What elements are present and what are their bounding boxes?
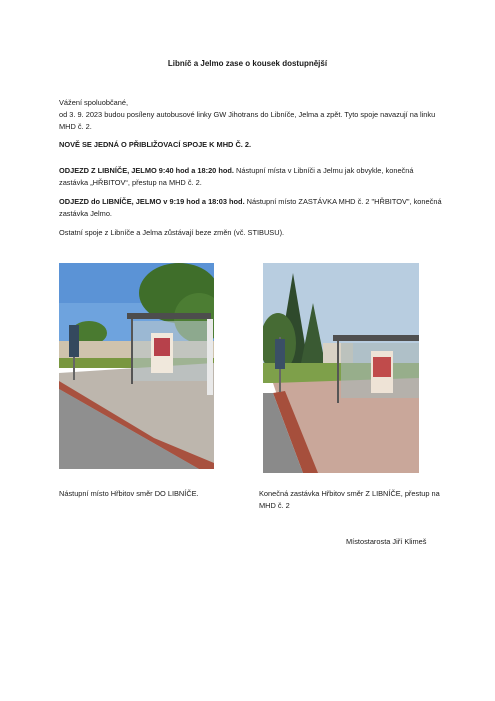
departure-to-time: ODJEZD do LIBNÍČE, JELMO v 9:19 hod a 18:03 hod. <box>59 197 245 206</box>
intro-text: od 3. 9. 2023 budou posíleny autobusové linky GW Jihotrans do Libníče, Jelma a zpět. Tyto spoje navazují na linku MHD č. 2. <box>59 110 436 131</box>
departure-from-time: ODJEZD Z LIBNÍČE, JELMO 9:40 hod a 18:20 hod. <box>59 166 234 175</box>
greeting: Vážení spoluobčané, <box>59 98 129 107</box>
departure-from-paragraph <box>59 165 444 189</box>
headline: NOVĚ SE JEDNÁ O PŘIBLIŽOVACÍ SPOJE K MHD Č. 2. <box>59 140 252 149</box>
departure-to-text: Nástupní místo ZASTÁVKA MHD č. 2 "HŘBITOV", konečná zastávka Jelmo. <box>59 197 442 218</box>
signature: Místostarosta Jiří Klimeš <box>346 537 427 546</box>
bus-stop-photo-2 <box>263 263 419 473</box>
intro-paragraph <box>59 97 444 133</box>
document-title: Libníč a Jelmo zase o kousek dostupnější <box>167 59 328 68</box>
photo-2-caption: Konečná zastávka Hřbitov směr Z LIBNÍČE, přestup na MHD č. 2 <box>259 489 440 510</box>
departure-from-text: Nástupní místa v Libníči a Jelmu jak obvykle, konečná zastávka „HŘBITOV“, přestup na MHD č. 2. <box>59 166 414 187</box>
photo-1-caption: Nástupní místo Hřbitov směr DO LIBNÍČE. <box>59 489 199 498</box>
bus-stop-photo-1 <box>59 263 214 469</box>
other-connections: Ostatní spoje z Libníče a Jelma zůstávají beze změn (vč. STIBUSU). <box>59 228 285 237</box>
departure-to-paragraph <box>59 196 444 220</box>
